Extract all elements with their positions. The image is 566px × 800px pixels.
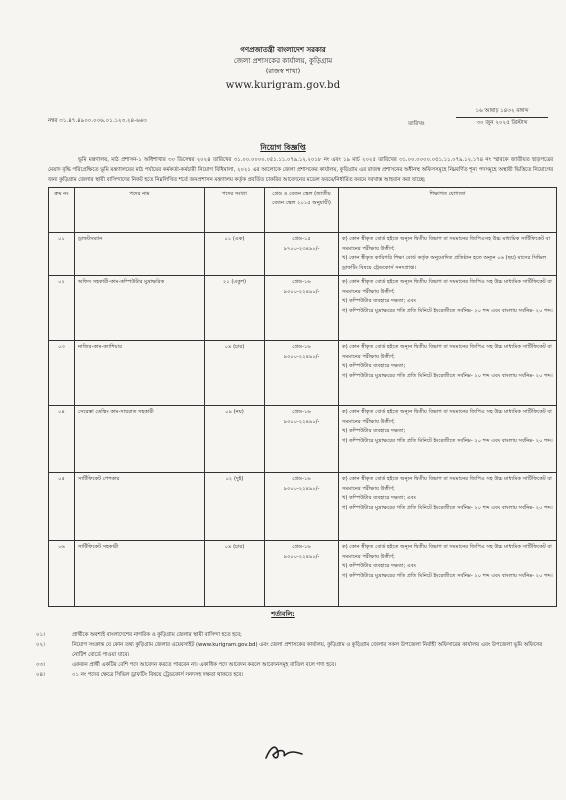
- condition-item: [36, 660, 556, 670]
- qual-item: গ) কম্পিউটারে মুদ্রাক্ষরের গতি প্রতি মিনিটে ইংরেজীতে সর্বনিম্ন- ২০ শব্দ এবং বাংলায় সর্বনিম্ন- ২০ শব্দ।: [342, 437, 553, 444]
- row-count: ০৪ (চার): [205, 341, 265, 406]
- qual-item: খ) কম্পিউটার ব্যবহারে দক্ষতা; এবং: [342, 495, 416, 501]
- row-grade: গ্রেড-১৬: [292, 409, 311, 415]
- row-sl: ০৬: [49, 541, 75, 607]
- row-post: নাজির-কাম-ক্যাশিয়ার: [75, 341, 205, 406]
- condition-item: [36, 670, 556, 680]
- row-grade-cell: [265, 541, 339, 607]
- date-bangla: ১৬ আষাঢ় ১৪৩২ বঙ্গাব্দ: [456, 108, 548, 118]
- condition-item: [36, 630, 556, 640]
- col-header-sl: ক্রম নং: [49, 188, 75, 233]
- table-row: [49, 233, 557, 276]
- row-grade-cell: [265, 276, 339, 341]
- qual-item: গ) কম্পিউটারে মুদ্রাক্ষরের গতি প্রতি মিনিটে ইংরেজীতে সর্বনিম্ন- ২০ শব্দ এবং বাংলায় সর্বনিম্ন- ২০ শব্দ।: [342, 372, 553, 379]
- qual-item: খ) কম্পিউটার ব্যবহারে দক্ষতা; এবং: [342, 563, 416, 569]
- signature: [262, 740, 306, 764]
- row-qualification: [339, 233, 557, 276]
- condition-text: একজন প্রার্থী একটির বেশি পদে আবেদন করতে পারবেন না। একাধিক পদে আবেদন করলে আবেদনসমূহ বাতিল বলে গণ্য হবে।: [72, 662, 336, 668]
- row-grade-cell: [265, 406, 339, 473]
- row-grade: গ্রেড-১৬: [292, 476, 311, 482]
- notice-title: নিয়োগ বিজ্ঞপ্তি: [260, 143, 306, 152]
- condition-number: ০৩।: [36, 662, 45, 668]
- row-sl: ০৩: [49, 341, 75, 406]
- row-count: ২১ (একুশ): [205, 276, 265, 341]
- qual-item: খ) কম্পিউটার ব্যবহারে দক্ষতা; এবং: [342, 298, 416, 304]
- condition-text: নিয়োগ সংক্রান্ত যে কোন তথ্য কুড়িগ্রাম জেলার ওয়েবসাইট (www.kurigram.gov.bd) এবং জেলা প্রশাসকের কার্যালয়, কুড়িগ্রাম ও কুড়িগ্রাম জেলার সকল উপজেলা নির্বাহী অফিসারের কার্যালয় এবং উপজেলা ভূমি অফিসের নোটিশ বোর্ডে পাওয়া যাবে।: [72, 642, 543, 658]
- col-header-post: পদের নাম: [75, 188, 205, 233]
- row-post: সার্টিফিকেট সহকারী: [75, 541, 205, 607]
- row-sl: ০৫: [49, 473, 75, 541]
- table-row: [49, 541, 557, 607]
- row-grade: গ্রেড-১৬: [292, 544, 311, 550]
- condition-number: ০৪।: [36, 672, 45, 678]
- conditions-list: [36, 630, 556, 680]
- col-header-qualification: শিক্ষাগত যোগ্যতা: [339, 188, 557, 233]
- row-qualification: [339, 406, 557, 473]
- row-count: ০১ (এক): [205, 233, 265, 276]
- qual-item: খ) কম্পিউটার ব্যবহারে দক্ষতা;: [342, 428, 406, 434]
- table-row: [49, 406, 557, 473]
- row-qualification: [339, 341, 557, 406]
- section-name: (রাজস্ব শাখা): [265, 67, 301, 75]
- row-post: সার্টিফিকেট পেশকার: [75, 473, 205, 541]
- condition-text: ০১ নং পদের ক্ষেত্রে সিভিল ড্রাফটিং বিষয়ে ট্রেডকোর্স সনদসহ দক্ষতা থাকতে হবে।: [72, 672, 244, 678]
- row-scale: ৯৩০০-২২৪৯০/-: [283, 485, 320, 492]
- row-grade-cell: [265, 233, 339, 276]
- qual-item: গ) কম্পিউটারে মুদ্রাক্ষরের গতি প্রতি মিনিটে ইংরেজীতে সর্বনিম্ন- ২০ শব্দ এবং বাংলায় সর্বনিম্ন- ২০ শব্দ।: [342, 504, 553, 511]
- row-grade: গ্রেড-১৬: [292, 279, 311, 285]
- qual-item: ক) কোন স্বীকৃত বোর্ড হইতে অন্যূন দ্বিতীয় বিভাগ বা সমমানের জিপিএ সহ উচ্চ মাধ্যমিক সার্টিফিকেট বা সমমানের পরীক্ষায় উত্তীর্ণ;: [342, 279, 552, 295]
- row-scale: ৯৭০০-২৩৪৯০/-: [283, 245, 320, 252]
- col-header-count: পদের সংখ্যা: [205, 188, 265, 233]
- date-label: তারিখঃ: [408, 121, 425, 127]
- qual-item: গ) কম্পিউটারে মুদ্রাক্ষরের গতি প্রতি মিনিটে ইংরেজীতে সর্বনিম্ন- ২০ শব্দ এবং বাংলায় সর্বনিম্ন- ২০ শব্দ।: [342, 307, 553, 314]
- condition-number: ০২।: [36, 642, 45, 648]
- row-sl: ০২: [49, 276, 75, 341]
- row-scale: ৯৩০০-২২৪৯০/-: [283, 353, 320, 360]
- memo-number: নম্বর ৩১.৪৭.৪৯০০.০০৬.০১.১২৩.২৪-৬৬৩: [48, 118, 147, 124]
- conditions-title: শর্তাবলি:: [271, 610, 295, 618]
- condition-number: ০১।: [36, 632, 45, 638]
- qual-item: খ) কম্পিউটার ব্যবহারে দক্ষতা;: [342, 363, 406, 369]
- row-count: ০২ (দুই): [205, 473, 265, 541]
- qual-item: ক) কোন স্বীকৃত বোর্ড হইতে অন্যূন দ্বিতীয় বিভাগ বা সমমানের জিপিএ সহ উচ্চ মাধ্যমিক সার্টিফিকেট বা সমমানের পরীক্ষায় উত্তীর্ণ;: [342, 344, 552, 360]
- table-row: [49, 276, 557, 341]
- row-grade: গ্রেড-১৬: [292, 344, 311, 350]
- vacancy-table: [48, 187, 557, 607]
- condition-item: [36, 640, 556, 660]
- row-scale: ৯৩০০-২২৪৯০/-: [283, 288, 320, 295]
- row-grade: গ্রেড-১৫: [292, 236, 311, 242]
- qual-item: গ) কম্পিউটারে মুদ্রাক্ষরের গতি প্রতি মিনিটে ইংরেজীতে সর্বনিম্ন- ২০ শব্দ এবং বাংলায় সর্বনিম্ন- ২০ শব্দ।: [342, 572, 553, 579]
- qual-item: ক) কোন স্বীকৃত বোর্ড হইতে অন্যূন দ্বিতীয় বিভাগ বা সমমানের জিপিএ সহ উচ্চ মাধ্যমিক সার্টিফিকেট বা সমমানের পরীক্ষায় উত্তীর্ণ;: [342, 409, 552, 425]
- table-row: [49, 473, 557, 541]
- row-post: ড্রাফটসম্যান: [75, 233, 205, 276]
- office-name: জেলা প্রশাসকের কার্যালয়, কুড়িগ্রাম: [233, 57, 333, 65]
- qual-item: খ) কোন স্বীকৃত কারিগরি শিক্ষা বোর্ড কর্তৃক অনুমোদিত প্রতিষ্ঠান হতে অন্যূন ০৬ (ছয়) মাসের সিভিল ড্রাফটিং বিষয়ে ট্রেডকোর্স সনদপ্রাপ্ত।: [342, 255, 547, 271]
- row-count: ০৯ (নয়): [205, 406, 265, 473]
- row-scale: ৯৩০০-২২৪৯০/-: [283, 553, 320, 560]
- memo-date: [408, 108, 548, 132]
- row-count: ০৪ (চার): [205, 541, 265, 607]
- govt-name: গণপ্রজাতন্ত্রী বাংলাদেশ সরকার: [240, 46, 326, 54]
- date-gregorian: ৩০ জুন ২০২৫ খ্রিস্টাব্দ: [476, 120, 528, 126]
- row-post: অফিস সহকারী-কাম-কম্পিউটার মুদ্রাক্ষরিক: [75, 276, 205, 341]
- row-post: সেরেস্তা ডেস্কিং কাম-সায়রাত সহকারী: [75, 406, 205, 473]
- row-grade-cell: [265, 473, 339, 541]
- row-qualification: [339, 541, 557, 607]
- row-grade-cell: [265, 341, 339, 406]
- qual-item: ক) কোন স্বীকৃত বোর্ড হইতে অন্যূন দ্বিতীয় বিভাগ বা সমমানের জিপিএসহ উচ্চ মাধ্যমিক সার্টিফিকেট বা সমমানের পরীক্ষায় উত্তীর্ণ;: [342, 236, 551, 252]
- table-row: [49, 341, 557, 406]
- qual-item: ক) কোন স্বীকৃত বোর্ড হইতে অন্যূন দ্বিতীয় বিভাগ বা সমমানের জিপিএ সহ উচ্চ মাধ্যমিক সার্টিফিকেট বা সমমানের পরীক্ষায় উত্তীর্ণ;: [342, 544, 552, 560]
- row-qualification: [339, 276, 557, 341]
- row-qualification: [339, 473, 557, 541]
- table-header-row: [49, 188, 557, 233]
- intro-paragraph: ভূমি মন্ত্রণালয়, মাঠ প্রশাসন-১ অধিশাখার ৩০ ডিসেম্বর ২০২৪ তারিখের ৩১.০০.০০০০.০৫১.১১.০৭৯.১২.২০১৮ নং এবং ১৯ মার্চ ২০২৫ তারিখের ৩১.০০.০০০০.০৫১.১১.০৭৯.১২.১৭৪ নং স্মারকে জাতীয়ত ছাড়পত্রের মেয়াদ বৃদ্ধি পরিপ্রেক্ষিতে ভূমি মন্ত্রণালয়ের মাঠ পর্যায়ের কর্মকর্তা-কর্মচারী নিয়োগ বিধিমালা, ২০২১ এর আলোকে জেলা প্রশাসকের কার্যালয়, কুড়িগ্রাম এর রাজস্ব প্রশাসনের অধীনস্থ অফিসসমূহে নিম্নবর্ণিত শূন্য পদসমূহে অস্থায়ী ভিত্তিতে নিয়োগের জন্য কুড়িগ্রাম জেলার স্থায়ী বাসিন্দাদের নিকট হতে নিম্নলিখিত শর্তে জনপ্রশাসন মন্ত্রণালয় কর্তৃক প্রবর্তিত চাকরির আবেদনের মডেল ফরমে/নির্ধারিত ফরমে দরখাস্ত আহবান করা যাচ্ছে:: [48, 157, 553, 183]
- row-sl: ০৪: [49, 406, 75, 473]
- qual-item: ক) কোন স্বীকৃত বোর্ড হইতে অন্যূন দ্বিতীয় বিভাগ বা সমমানের জিপিএ সহ উচ্চ মাধ্যমিক সার্টিফিকেট বা সমমানের পরীক্ষায় উত্তীর্ণ;: [342, 476, 552, 492]
- row-scale: ৯৩০০-২২৪৯০/-: [283, 418, 320, 425]
- website-link[interactable]: www.kurigram.gov.bd: [225, 80, 341, 91]
- condition-text: প্রার্থীকে অবশ্যই বাংলাদেশের নাগরিক ও কুড়িগ্রাম জেলার স্থায়ী বাসিন্দা হতে হবে;: [72, 632, 242, 638]
- row-sl: ০১: [49, 233, 75, 276]
- col-header-grade: গ্রেড ও বেতন স্কেল (জাতীয় বেতন স্কেল ২০১৫ অনুযায়ী): [265, 188, 339, 233]
